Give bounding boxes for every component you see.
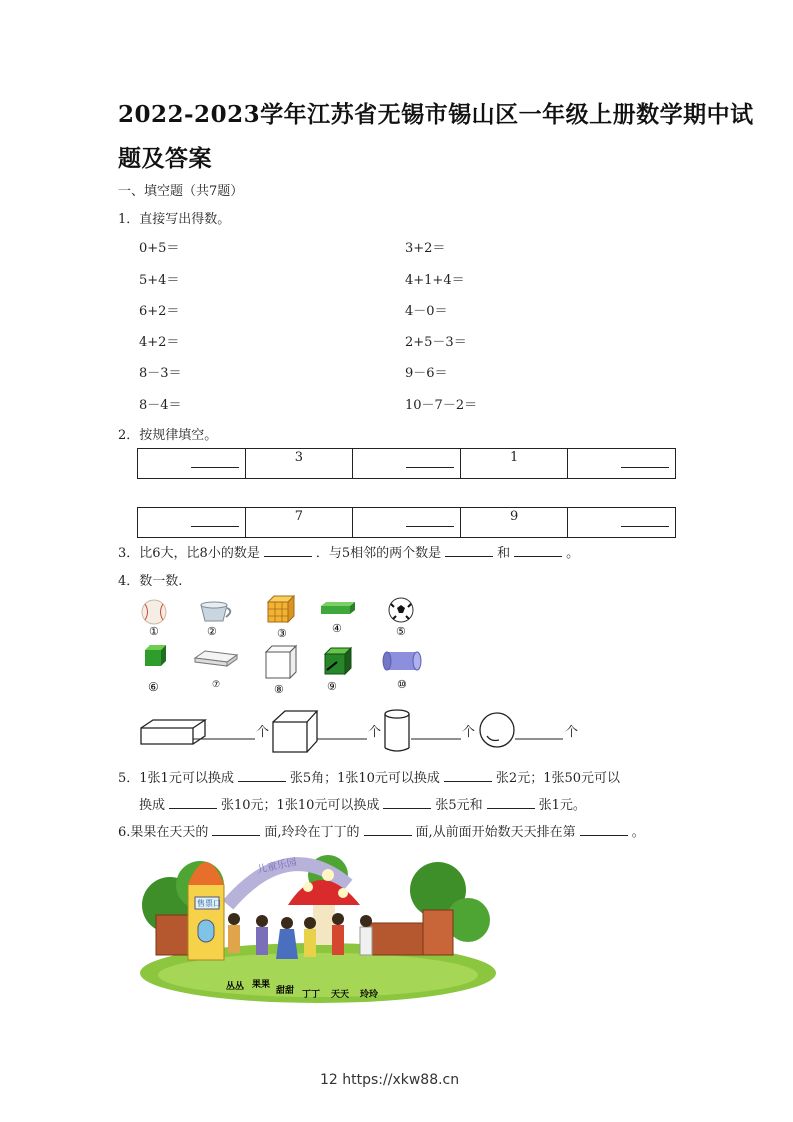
seq1-cell-blank[interactable]	[353, 449, 461, 479]
seq1-cell-blank[interactable]	[568, 449, 676, 479]
q2-label: 2．按规律填空。	[118, 428, 218, 443]
sphere-shape-icon	[480, 713, 514, 747]
seq1-cell-blank[interactable]	[138, 449, 246, 479]
white-cuboid-icon	[266, 646, 296, 678]
q5-text-5: 张10元；1张10元可以换成	[221, 798, 380, 813]
q5-blank-3[interactable]	[169, 798, 217, 809]
child-name-1: 丛丛	[226, 982, 245, 992]
sequence-table-1	[137, 448, 676, 479]
cube-shape-icon	[273, 711, 317, 752]
q5-text-1: 5．1张1元可以换成	[118, 771, 234, 786]
q3-line	[118, 542, 579, 561]
q5-blank-2[interactable]	[444, 771, 492, 782]
q1-right-0: 3+2＝	[405, 241, 446, 256]
q3-part3: 和	[497, 546, 511, 561]
cuboid-shape-icon	[141, 720, 205, 744]
q6-blank-2[interactable]	[364, 825, 412, 836]
q1-label: 1．直接写出得数。	[118, 212, 231, 227]
item-label-9: ⑨	[327, 680, 337, 693]
seq1-cell: 3	[245, 449, 353, 479]
q1-left-0: 0+5＝	[139, 241, 180, 256]
q3-blank-1[interactable]	[264, 546, 312, 557]
cube-unit: 个	[368, 725, 382, 740]
item-label-7: ⑦	[212, 680, 221, 690]
q6-text-4: 。	[631, 825, 645, 840]
item-label-6: ⑥	[148, 680, 159, 694]
q1-right-5: 10－7－2＝	[405, 398, 478, 413]
page-title-line1: 2022-2023学年江苏省无锡市锡山区一年级上册数学期中试	[118, 101, 754, 128]
sphere-unit: 个	[565, 725, 579, 740]
dark-green-cube-icon	[325, 648, 351, 674]
seq2-cell-blank[interactable]	[138, 508, 246, 538]
q5-blank-1[interactable]	[238, 771, 286, 782]
cuboid-bar-icon	[321, 602, 355, 614]
sequence-table-2	[137, 507, 676, 538]
item-label-3: ③	[277, 627, 287, 640]
seq2-cell: 9	[460, 508, 568, 538]
cup-icon	[201, 602, 230, 621]
q6-text-2: 面,玲玲在丁丁的	[264, 825, 360, 840]
seq2-cell-blank[interactable]	[568, 508, 676, 538]
q6-blank-1[interactable]	[212, 825, 260, 836]
q3-part2: ．与5相邻的两个数是	[315, 546, 442, 561]
child-name-5: 天天	[331, 990, 350, 1000]
q1-left-1: 5+4＝	[139, 273, 180, 288]
section-heading: 一、填空题（共7题）	[118, 184, 244, 199]
q6-line	[118, 821, 645, 840]
green-cube-icon	[145, 645, 166, 666]
q5-line1	[118, 767, 620, 786]
cylinder-icon	[383, 652, 421, 670]
q1-right-2: 4－0＝	[405, 304, 448, 319]
q1-left-4: 8－3＝	[139, 366, 182, 381]
child-name-3: 甜甜	[276, 986, 295, 996]
page-title-line2: 题及答案	[118, 145, 212, 172]
page-footer[interactable]: 12 https://xkw88.cn	[320, 1072, 460, 1088]
baseball-icon	[142, 600, 166, 624]
q6-text-3: 面,从前面开始数天天排在第	[415, 825, 576, 840]
shape-count-row	[135, 706, 605, 756]
q5-text-4: 换成	[139, 798, 166, 813]
q5-line2	[139, 794, 586, 813]
item-label-10: ⑩	[397, 678, 407, 691]
cylinder-shape-icon	[385, 710, 409, 751]
q5-blank-5[interactable]	[487, 798, 535, 809]
child-name-4: 丁丁	[302, 990, 321, 1000]
q1-right-1: 4+1+4＝	[405, 273, 465, 288]
item-label-2: ②	[207, 625, 217, 638]
q3-blank-3[interactable]	[514, 546, 562, 557]
q1-right-3: 2+5－3＝	[405, 335, 467, 350]
child-name-6: 玲玲	[360, 990, 379, 1000]
seq2-cell-blank[interactable]	[353, 508, 461, 538]
flat-box-icon	[195, 651, 237, 666]
q5-blank-4[interactable]	[383, 798, 431, 809]
soccer-ball-icon	[389, 598, 413, 622]
seq1-cell: 1	[460, 449, 568, 479]
seq2-cell: 7	[245, 508, 353, 538]
child-name-2: 果果	[252, 980, 271, 990]
q3-part4: 。	[566, 546, 580, 561]
q5-text-2: 张5角；1张10元可以换成	[289, 771, 440, 786]
q5-text-3: 张2元；1张50元可以	[495, 771, 621, 786]
arch-sign: 儿童乐园	[256, 856, 298, 876]
q1-right-4: 9－6＝	[405, 366, 448, 381]
q5-text-6: 张5元和	[435, 798, 483, 813]
q4-label: 4．数一数.	[118, 574, 183, 589]
objects-picture	[135, 592, 425, 700]
item-label-8: ⑧	[274, 683, 284, 696]
playground-illustration	[138, 845, 496, 1005]
item-label-4: ④	[332, 622, 342, 635]
item-label-5: ⑤	[396, 625, 406, 638]
item-label-1: ①	[149, 625, 159, 638]
q1-left-5: 8－4＝	[139, 398, 182, 413]
q3-part1: 3．比6大，比8小的数是	[118, 546, 260, 561]
q5-text-7: 张1元。	[538, 798, 586, 813]
cuboid-unit: 个	[256, 725, 270, 740]
ticket-sign: 售票口	[197, 899, 221, 908]
q6-text-1: 6.果果在天天的	[118, 825, 209, 840]
rubik-cube-icon	[268, 596, 294, 622]
q6-blank-3[interactable]	[580, 825, 628, 836]
q3-blank-2[interactable]	[445, 546, 493, 557]
cylinder-unit: 个	[462, 725, 476, 740]
q1-left-2: 6+2＝	[139, 304, 180, 319]
q1-left-3: 4+2＝	[139, 335, 180, 350]
